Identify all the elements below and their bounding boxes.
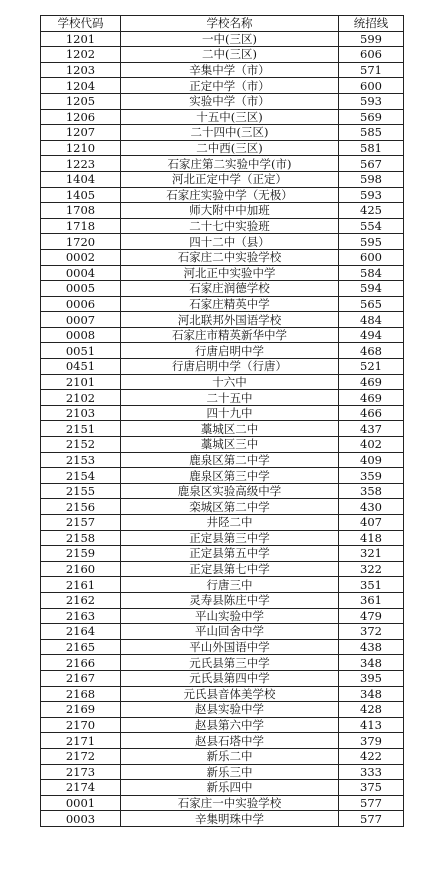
admission-score-cell: 402 xyxy=(339,437,404,453)
school-code-cell: 1720 xyxy=(41,234,121,250)
school-code-cell: 0007 xyxy=(41,312,121,328)
school-name-cell: 正定县第七中学 xyxy=(121,561,339,577)
school-code-cell: 0451 xyxy=(41,359,121,375)
table-row xyxy=(41,717,404,733)
school-name-cell: 行唐启明中学 xyxy=(121,343,339,359)
table-row xyxy=(41,592,404,608)
admission-score-cell: 484 xyxy=(339,312,404,328)
school-name-cell: 二中(三区) xyxy=(121,47,339,63)
school-name-cell: 平山外国语中学 xyxy=(121,639,339,655)
admission-score-cell: 599 xyxy=(339,31,404,47)
school-code-cell: 1202 xyxy=(41,47,121,63)
admission-score-cell: 466 xyxy=(339,405,404,421)
table-row xyxy=(41,78,404,94)
school-code-cell: 2165 xyxy=(41,639,121,655)
school-code-cell: 0051 xyxy=(41,343,121,359)
school-name-cell: 正定中学（市） xyxy=(121,78,339,94)
table-row xyxy=(41,811,404,827)
school-code-cell: 2157 xyxy=(41,515,121,531)
school-code-cell: 1204 xyxy=(41,78,121,94)
table-row xyxy=(41,156,404,172)
school-code-cell: 1708 xyxy=(41,203,121,219)
table-body xyxy=(41,31,404,826)
table-row xyxy=(41,499,404,515)
table-row xyxy=(41,109,404,125)
school-name-cell: 栾城区第二中学 xyxy=(121,499,339,515)
school-name-cell: 赵县实验中学 xyxy=(121,702,339,718)
admission-score-cell: 407 xyxy=(339,515,404,531)
school-code-cell: 2103 xyxy=(41,405,121,421)
school-code-cell: 0006 xyxy=(41,296,121,312)
school-name-cell: 鹿泉区实验高级中学 xyxy=(121,483,339,499)
table-row xyxy=(41,234,404,250)
table-row xyxy=(41,764,404,780)
admission-score-cell: 577 xyxy=(339,811,404,827)
school-code-cell: 2162 xyxy=(41,592,121,608)
school-code-cell: 2153 xyxy=(41,452,121,468)
table-row xyxy=(41,655,404,671)
school-code-cell: 1205 xyxy=(41,93,121,109)
school-code-cell: 2173 xyxy=(41,764,121,780)
admission-score-cell: 600 xyxy=(339,249,404,265)
school-name-cell: 新乐二中 xyxy=(121,748,339,764)
admission-score-sheet xyxy=(40,15,403,827)
table-row xyxy=(41,515,404,531)
admission-score-cell: 600 xyxy=(339,78,404,94)
table-row xyxy=(41,265,404,281)
school-name-cell: 新乐四中 xyxy=(121,780,339,796)
school-name-cell: 灵寿县陈庄中学 xyxy=(121,592,339,608)
school-code-cell: 0008 xyxy=(41,327,121,343)
table-row xyxy=(41,374,404,390)
school-name-cell: 正定县第三中学 xyxy=(121,530,339,546)
school-code-cell: 0004 xyxy=(41,265,121,281)
school-code-cell: 2172 xyxy=(41,748,121,764)
school-name-cell: 石家庄市精英新华中学 xyxy=(121,327,339,343)
table-row xyxy=(41,31,404,47)
school-code-cell: 1206 xyxy=(41,109,121,125)
table-row xyxy=(41,452,404,468)
school-name-cell: 石家庄第二实验中学(市) xyxy=(121,156,339,172)
school-code-cell: 2170 xyxy=(41,717,121,733)
school-name-cell: 井陉二中 xyxy=(121,515,339,531)
school-name-cell: 师大附中中加班 xyxy=(121,203,339,219)
school-code-cell: 0002 xyxy=(41,249,121,265)
school-code-cell: 1223 xyxy=(41,156,121,172)
school-code-cell: 2158 xyxy=(41,530,121,546)
admission-score-cell: 565 xyxy=(339,296,404,312)
admission-score-cell: 521 xyxy=(339,359,404,375)
school-name-cell: 平山回舍中学 xyxy=(121,624,339,640)
school-code-cell: 0003 xyxy=(41,811,121,827)
admission-score-cell: 395 xyxy=(339,670,404,686)
school-name-cell: 二十五中 xyxy=(121,390,339,406)
admission-score-cell: 351 xyxy=(339,577,404,593)
school-name-cell: 一中(三区) xyxy=(121,31,339,47)
school-code-cell: 2161 xyxy=(41,577,121,593)
school-name-cell: 河北联邦外国语学校 xyxy=(121,312,339,328)
school-code-cell: 2159 xyxy=(41,546,121,562)
school-name-cell: 石家庄精英中学 xyxy=(121,296,339,312)
admission-score-cell: 554 xyxy=(339,218,404,234)
admission-score-cell: 468 xyxy=(339,343,404,359)
admission-score-cell: 494 xyxy=(339,327,404,343)
school-name-cell: 辛集明珠中学 xyxy=(121,811,339,827)
table-row xyxy=(41,530,404,546)
school-name-cell: 元氏县第四中学 xyxy=(121,670,339,686)
admission-score-cell: 598 xyxy=(339,171,404,187)
school-name-cell: 平山实验中学 xyxy=(121,608,339,624)
table-row xyxy=(41,561,404,577)
table-row xyxy=(41,327,404,343)
table-row xyxy=(41,187,404,203)
admission-score-cell: 430 xyxy=(339,499,404,515)
school-name-cell: 二十四中(三区) xyxy=(121,125,339,141)
admission-score-cell: 379 xyxy=(339,733,404,749)
header-school-code: 学校代码 xyxy=(41,16,121,32)
table-row xyxy=(41,281,404,297)
admission-score-table xyxy=(40,15,404,827)
table-row xyxy=(41,748,404,764)
admission-score-cell: 584 xyxy=(339,265,404,281)
admission-score-cell: 322 xyxy=(339,561,404,577)
school-name-cell: 十六中 xyxy=(121,374,339,390)
table-row xyxy=(41,733,404,749)
table-row xyxy=(41,639,404,655)
school-code-cell: 2169 xyxy=(41,702,121,718)
admission-score-cell: 581 xyxy=(339,140,404,156)
school-name-cell: 新乐三中 xyxy=(121,764,339,780)
table-row xyxy=(41,359,404,375)
school-name-cell: 四十九中 xyxy=(121,405,339,421)
school-name-cell: 石家庄润德学校 xyxy=(121,281,339,297)
school-code-cell: 2163 xyxy=(41,608,121,624)
school-name-cell: 二中西(三区) xyxy=(121,140,339,156)
school-code-cell: 1405 xyxy=(41,187,121,203)
table-row xyxy=(41,468,404,484)
table-row xyxy=(41,437,404,453)
school-code-cell: 1718 xyxy=(41,218,121,234)
admission-score-cell: 577 xyxy=(339,795,404,811)
school-code-cell: 2154 xyxy=(41,468,121,484)
header-school-name: 学校名称 xyxy=(121,16,339,32)
admission-score-cell: 569 xyxy=(339,109,404,125)
admission-score-cell: 428 xyxy=(339,702,404,718)
school-code-cell: 1207 xyxy=(41,125,121,141)
school-code-cell: 1203 xyxy=(41,62,121,78)
school-code-cell: 2160 xyxy=(41,561,121,577)
table-row xyxy=(41,686,404,702)
school-name-cell: 实验中学（市） xyxy=(121,93,339,109)
table-row xyxy=(41,249,404,265)
table-row xyxy=(41,125,404,141)
admission-score-cell: 567 xyxy=(339,156,404,172)
admission-score-cell: 361 xyxy=(339,592,404,608)
admission-score-cell: 348 xyxy=(339,686,404,702)
school-code-cell: 2151 xyxy=(41,421,121,437)
school-name-cell: 鹿泉区第三中学 xyxy=(121,468,339,484)
table-row xyxy=(41,608,404,624)
table-row xyxy=(41,483,404,499)
admission-score-cell: 571 xyxy=(339,62,404,78)
school-code-cell: 1210 xyxy=(41,140,121,156)
admission-score-cell: 348 xyxy=(339,655,404,671)
table-row xyxy=(41,577,404,593)
school-code-cell: 1201 xyxy=(41,31,121,47)
table-row xyxy=(41,62,404,78)
table-row xyxy=(41,203,404,219)
admission-score-cell: 437 xyxy=(339,421,404,437)
admission-score-cell: 585 xyxy=(339,125,404,141)
table-row xyxy=(41,140,404,156)
school-name-cell: 元氏县音体美学校 xyxy=(121,686,339,702)
table-row xyxy=(41,296,404,312)
school-name-cell: 二十七中实验班 xyxy=(121,218,339,234)
table-row xyxy=(41,546,404,562)
table-row xyxy=(41,702,404,718)
admission-score-cell: 438 xyxy=(339,639,404,655)
school-code-cell: 2155 xyxy=(41,483,121,499)
table-row xyxy=(41,421,404,437)
school-name-cell: 十五中(三区) xyxy=(121,109,339,125)
school-name-cell: 行唐启明中学（行唐） xyxy=(121,359,339,375)
school-name-cell: 藁城区三中 xyxy=(121,437,339,453)
school-name-cell: 赵县石塔中学 xyxy=(121,733,339,749)
admission-score-cell: 359 xyxy=(339,468,404,484)
school-code-cell: 2101 xyxy=(41,374,121,390)
admission-score-cell: 409 xyxy=(339,452,404,468)
school-name-cell: 四十二中（县） xyxy=(121,234,339,250)
header-admission-score: 统招线 xyxy=(339,16,404,32)
school-code-cell: 2171 xyxy=(41,733,121,749)
school-name-cell: 元氏县第三中学 xyxy=(121,655,339,671)
school-name-cell: 赵县第六中学 xyxy=(121,717,339,733)
table-row xyxy=(41,218,404,234)
admission-score-cell: 372 xyxy=(339,624,404,640)
table-row xyxy=(41,780,404,796)
school-name-cell: 石家庄一中实验学校 xyxy=(121,795,339,811)
school-name-cell: 藁城区二中 xyxy=(121,421,339,437)
table-row xyxy=(41,670,404,686)
table-row xyxy=(41,47,404,63)
table-row xyxy=(41,405,404,421)
school-name-cell: 正定县第五中学 xyxy=(121,546,339,562)
table-row xyxy=(41,171,404,187)
admission-score-cell: 321 xyxy=(339,546,404,562)
admission-score-cell: 358 xyxy=(339,483,404,499)
school-code-cell: 2168 xyxy=(41,686,121,702)
school-code-cell: 2174 xyxy=(41,780,121,796)
school-name-cell: 河北正中实验中学 xyxy=(121,265,339,281)
admission-score-cell: 469 xyxy=(339,390,404,406)
admission-score-cell: 422 xyxy=(339,748,404,764)
school-code-cell: 0001 xyxy=(41,795,121,811)
admission-score-cell: 469 xyxy=(339,374,404,390)
table-row xyxy=(41,624,404,640)
admission-score-cell: 333 xyxy=(339,764,404,780)
admission-score-cell: 593 xyxy=(339,187,404,203)
admission-score-cell: 375 xyxy=(339,780,404,796)
school-code-cell: 2102 xyxy=(41,390,121,406)
admission-score-cell: 595 xyxy=(339,234,404,250)
table-header-row xyxy=(41,16,404,32)
admission-score-cell: 413 xyxy=(339,717,404,733)
school-name-cell: 石家庄实验中学（无极） xyxy=(121,187,339,203)
table-row xyxy=(41,312,404,328)
table-row xyxy=(41,93,404,109)
school-name-cell: 鹿泉区第二中学 xyxy=(121,452,339,468)
table-row xyxy=(41,390,404,406)
school-name-cell: 辛集中学（市） xyxy=(121,62,339,78)
school-name-cell: 石家庄二中实验学校 xyxy=(121,249,339,265)
school-code-cell: 1404 xyxy=(41,171,121,187)
school-code-cell: 2152 xyxy=(41,437,121,453)
admission-score-cell: 418 xyxy=(339,530,404,546)
table-row xyxy=(41,343,404,359)
school-code-cell: 2166 xyxy=(41,655,121,671)
school-code-cell: 2164 xyxy=(41,624,121,640)
admission-score-cell: 594 xyxy=(339,281,404,297)
school-code-cell: 0005 xyxy=(41,281,121,297)
admission-score-cell: 425 xyxy=(339,203,404,219)
admission-score-cell: 479 xyxy=(339,608,404,624)
school-name-cell: 河北正定中学（正定） xyxy=(121,171,339,187)
admission-score-cell: 593 xyxy=(339,93,404,109)
school-name-cell: 行唐三中 xyxy=(121,577,339,593)
school-code-cell: 2167 xyxy=(41,670,121,686)
admission-score-cell: 606 xyxy=(339,47,404,63)
table-row xyxy=(41,795,404,811)
school-code-cell: 2156 xyxy=(41,499,121,515)
